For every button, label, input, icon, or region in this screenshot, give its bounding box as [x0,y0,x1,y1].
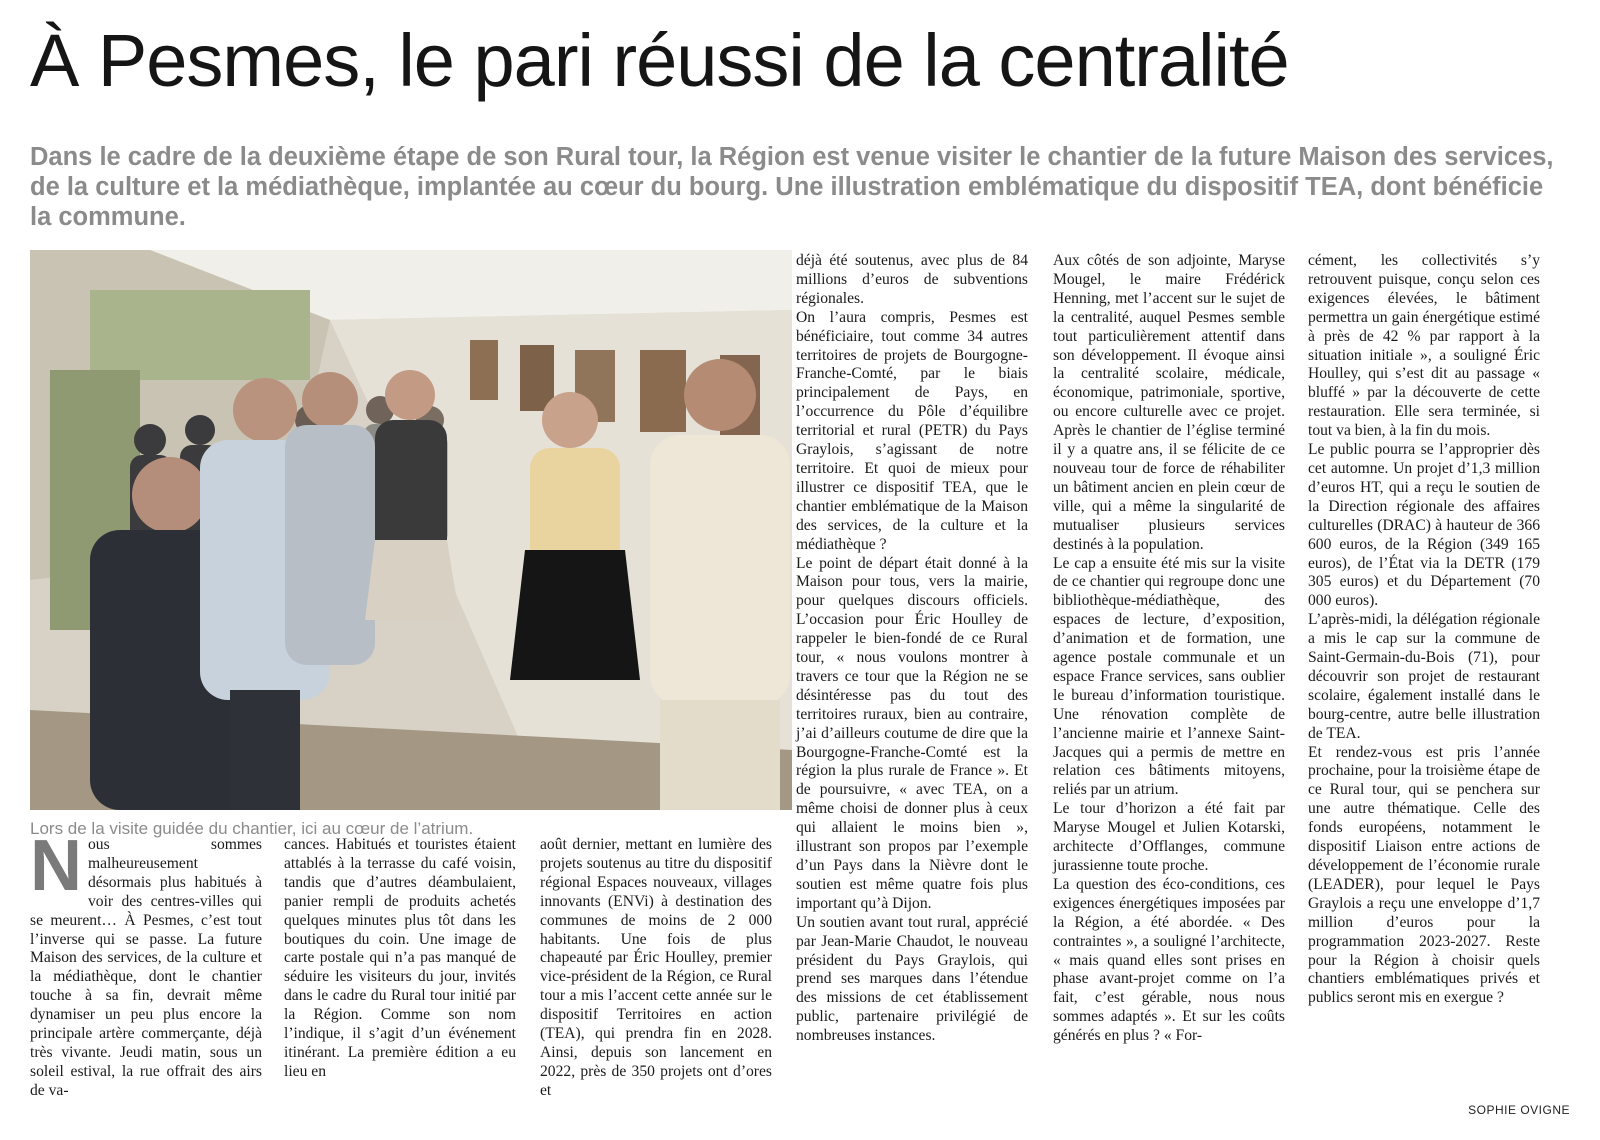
drop-cap: N [30,826,82,906]
column-3 [540,836,772,1101]
column-1 [30,826,262,1101]
paragraph: Le cap a ensuite été mis sur la visite de ce chantier qui regroupe donc une bibliothèque-médiathèque, des espaces de lecture, d’exposition, d’animation et de formation, une agence postale communale et un espace France services, sans oublier le bureau d’information touristique. Une rénovation complète de l’ancienne mairie et l’annexe Saint-Jacques qui a permis de mettre en relation ces bâtiments mitoyens, reliés par un atrium. [1053,554,1285,799]
lead-paragraph: Dans le cadre de la deuxième étape de son Rural tour, la Région est venue visiter le chantier de la future Maison des services, de la culture et la médiathèque, implantée au cœur du bourg. Une illustration emblématique du dispositif TEA, dont bénéficie la commune. [30,143,1554,231]
paragraph: Le point de départ était donné à la Maison pour tous, vers la mairie, pour quelques discours officiels. L’occasion pour Éric Houlley de rappeler le bien-fondé de ce Rural tour, « nous voulons montrer à travers ce tour que la Région ne se désintéresse pas du tout des territoires ruraux, bien au contraire, j’ai d’ailleurs coutume de dire que la Bourgogne-Franche-Comté est la région la plus rurale de France ». Et de poursuivre, « avec TEA, on a même choisi de donner plus à ceux qui allaient le moins bien », illustrant son propos par l’exemple d’un Pays dans la Nièvre dont le soutien est même quatre fois plus important qu’à Dijon. [796,554,1028,912]
paragraph: Un soutien avant tout rural, apprécié par Jean-Marie Chaudot, le nouveau président du Pays Graylois, qui prend ses marques dans l’étendue des missions de cet établissement public, partenaire privilégié de nombreuses instances. [796,913,1028,1045]
paragraph: La question des éco-conditions, ces exigences énergétiques imposées par la Région, a été abordée. « Des contraintes », a souligné l’architecte, « mais quand elles sont prises en phase avant-projet comme on l’a fait, c’est gérable, nous nous sommes adaptés ». Et sur les coûts générés en plus ? « For- [1053,875,1285,1045]
paragraph: On l’aura compris, Pesmes est bénéficiaire, tout comme 34 autres territoires de projets de Bourgogne-Franche-Comté, par le biais principalement de Pays, en l’occurrence du Pôle d’équilibre territorial et rural (PETR) du Pays Graylois, s’agissant de notre territoire. Et quoi de mieux pour illustrer ce dispositif TEA, que le chantier emblématique de la Maison des services, de la culture et la médiathèque ? [796,308,1028,553]
photo-illustration [30,250,792,810]
paragraph: déjà été soutenus, avec plus de 84 millions d’euros de subventions régionales. [796,252,1028,307]
byline: SOPHIE OVIGNE [1468,1103,1570,1117]
paragraph: Le public pourra se l’approprier dès cet automne. Un projet d’1,3 million d’euros HT, qui a reçu le soutien de la Direction régionale des affaires culturelles (DRAC) à hauteur de 366 600 euros, de la Région (349 165 euros), de l’État via la DETR (179 305 euros) et du Département (70 000 euros). [1308,441,1540,610]
paragraph: Et rendez-vous est pris l’année prochaine, pour la troisième étape de ce Rural tour, qui se penchera sur une autre thématique. Celle des fonds européens, notamment le dispositif Liaison entre actions de développement de l’économie rurale (LEADER), pour lequel le Pays Graylois a reçu une enveloppe d’1,7 million d’euros pour la programmation 2023-2027. Reste pour la Région à choisir quels chantiers emblématiques privés et publics seront mis en exergue ? [1308,743,1540,1007]
photo-caption: Lors de la visite guidée du chantier, ici au cœur de l’atrium. [30,819,474,838]
paragraph: L’après-midi, la délégation régionale a mis le cap sur la commune de Saint-Germain-du-Bois (71), pour découvrir son projet de restaurant scolaire, également installé dans le bourg-centre, autre belle illustration de TEA. [1308,611,1540,742]
column-3-text: août dernier, mettant en lumière des projets soutenus au titre du dispositif régional Espaces nouveaux, villages innovants (ENVi) à destination des communes de moins de 2 000 habitants. Une fois de plus chapeauté par Éric Houlley, premier vice-président de la Région, ce Rural tour a mis l’accent cette année sur le dispositif Territoires en action (TEA), qui prendra fin en 2028. Ainsi, depuis son lancement en 2022, près de 350 projets ont d’ores et [540,836,772,1099]
article-photo [30,250,792,810]
column-6 [1308,252,1540,1008]
paragraph: cément, les collectivités s’y retrouvent puisque, conçu selon ces exigences élevées, le bâtiment permettra un gain énergétique estimé à près de 42 % par rapport à la situation initiale », a souligné Éric Houlley, qui s’est dit au passage « bluffé » par la découverte de cette restauration. Elle sera terminée, si tout va bien, à la fin du mois. [1308,252,1540,440]
paragraph: Le tour d’horizon a été fait par Maryse Mougel et Julien Kotarski, architecte d’Offlanges, commune jurassienne toute proche. [1053,800,1285,874]
paragraph: Aux côtés de son adjointe, Maryse Mougel, le maire Frédérick Henning, met l’accent sur le sujet de la centralité, auquel Pesmes semble tout particulièrement attentif dans son développement. Il évoque ainsi la centralité scolaire, médicale, économique, patrimoniale, sportive, ou encore culturelle avec ce projet. Après le chantier de l’église terminé il y a quatre ans, il se félicite de ce nouveau tour de force de réhabiliter un bâtiment ancien en plein cœur de ville, qui a même la singularité de mutualiser plusieurs services destinés à la population. [1053,252,1285,553]
column-2-text: cances. Habitués et touristes étaient attablés à la terrasse du café voisin, tandis que d’autres déambulaient, panier rempli de produits achetés quelques minutes plus tôt dans les boutiques du coin. Une image de carte postale qui n’a pas manqué de séduire les visiteurs du jour, invités dans le cadre du Rural tour initié par la Région. Comme son nom l’indique, il s’agit d’un événement itinérant. La première édition a eu lieu en [284,836,516,1080]
column-4 [796,252,1028,1046]
column-2 [284,836,516,1082]
headline: À Pesmes, le pari réussi de la centralité [30,19,1289,102]
column-1-text: ous sommes malheureusement désormais plus habitués à voir des centres-villes qui se meurent… À Pesmes, c’est tout l’inverse qui se passe. La future Maison des services, de la culture et la médiathèque, dont le chantier touche à sa fin, devrait même dynamiser un peu plus encore la principale artère commerçante, déjà très vivante. Jeudi matin, sous un soleil estival, la rue offrait des airs de va- [30,836,262,1099]
column-5 [1053,252,1285,1046]
